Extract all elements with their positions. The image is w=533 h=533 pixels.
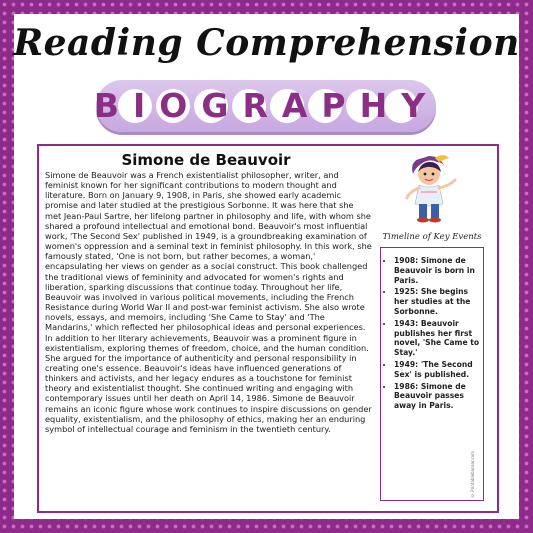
timeline-event: • 1925: She begins her studies at the Sorbonne. bbox=[394, 287, 480, 316]
timeline-event: • 1943: Beauvoir publishes her first novel, 'She Came to Stay.' bbox=[394, 319, 480, 358]
timeline-event: • 1949: 'The Second Sex' is published. bbox=[394, 360, 480, 380]
article-title: Simone de Beauvoir bbox=[121, 151, 291, 169]
timeline-heading: Timeline of Key Events bbox=[382, 232, 482, 242]
banner-heading: BIOGRAPHY bbox=[93, 86, 440, 125]
timeline-list bbox=[384, 256, 480, 413]
timeline-event: • 1908: Simone de Beauvoir is born in Paris. bbox=[394, 256, 480, 285]
article-body: Simone de Beauvoir was a French existentialist philosopher, writer, and feminist known for her significant contributions to modern thought and literature. Born on January 9, 1908, in Paris, she showed early academic promise and later studied at the prestigious Sorbonne. It was here that she met Jean-Paul Sartre, her lifelong partner in philosophy and life, with whom she shared a profound intellectual and emotional bond. Beauvoir's most influential work, 'The Second Sex' published in 1949, is a groundbreaking examination of women's oppression and a seminal text in feminist philosophy. In this work, she famously stated, 'One is not born, but rather becomes, a woman,' encapsulating her views on gender as a social construct. This book challenged the traditional views of femininity and advocated for women's rights and liberation, sparking discussions that continue today. Throughout her life, Beauvoir was involved in various political movements, including the French Resistance during World War II and post-war feminist activism. She also wrote novels, essays, and memoirs, including 'She Came to Stay' and 'The Mandarins,' which reflected her philosophical ideas and personal experiences. In addition to her literary achievements, Beauvoir was a prominent figure in existentialism, exploring themes of freedom, choice, and the human condition. She argued for the importance of authenticity and personal responsibility in creating one's essence. Beauvoir's ideas have influenced generations of thinkers and activists, and her legacy endures as a touchstone for feminist theory and existentialist thought. She continued writing and engaging with contemporary issues until her death on April 14, 1986. Simone de Beauvoir remains an iconic figure whose work continues to inspire discussions on gender equality, existentialism, and the philosophy of ethics, making her an enduring symbol of intellectual courage and feminism in the twentieth century. bbox=[45, 170, 372, 434]
page-title: Reading Comprehension bbox=[13, 22, 520, 64]
timeline-event: • 1986: Simone de Beauvoir passes away in Paris. bbox=[394, 382, 480, 411]
girl-reading-illustration-icon bbox=[399, 152, 459, 224]
copyright-credit: © Printablebazaar.com bbox=[470, 450, 475, 498]
